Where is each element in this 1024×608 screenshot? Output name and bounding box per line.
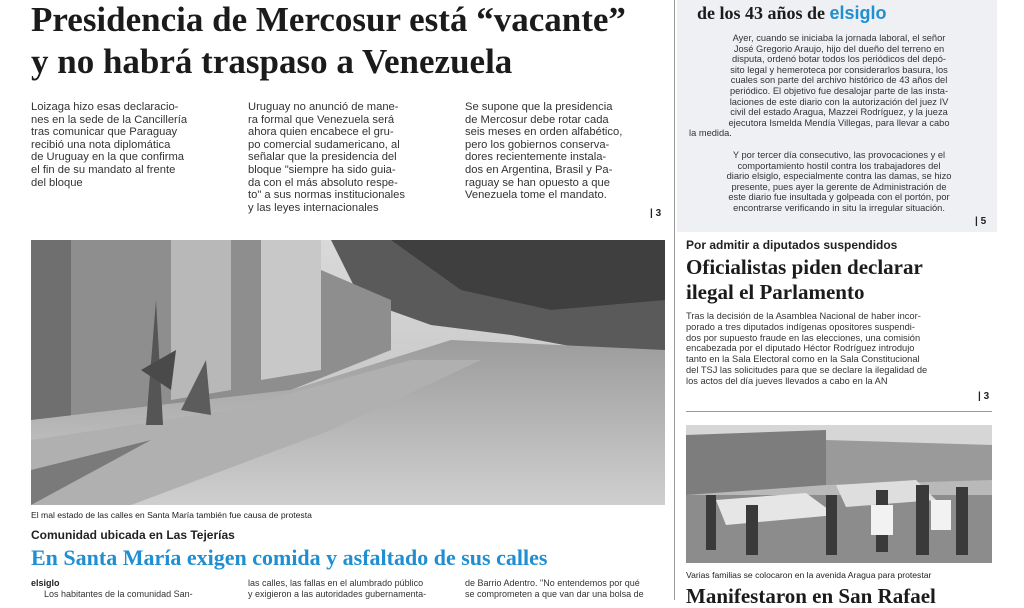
main-column-2: [248, 101, 453, 214]
text-line: José Gregorio Araujo, hijo del dueño del terreno en: [733, 43, 945, 54]
diputados-divider: [686, 411, 992, 412]
text-line: del TSJ las solicitudes para que se declare la ilegalidad de: [686, 364, 928, 375]
text-line: Y por tercer día consecutivo, las provocaciones y el: [732, 150, 946, 160]
text-line: los actos del día jueves llevados a cabo en la AN: [686, 375, 888, 386]
column-divider: [674, 0, 675, 600]
santa-maria-col3-line2: se comprometen a que van dar una bolsa de: [465, 589, 644, 599]
text-line: diario elsiglo, especialmente contra las damas, se hizo: [726, 171, 952, 182]
siglo-sidebox: [677, 0, 997, 232]
text-line: to" a sus normas institucionales: [248, 189, 405, 202]
text-line: tras comunicar que Paraguay: [31, 126, 178, 139]
diputados-headline-line2: ilegal el Parlamento: [686, 280, 865, 304]
protest-photo-caption: Varias familias se colocaron en la avenida Aragua para protestar: [686, 570, 932, 580]
text-line: Se supone que la presidencia: [465, 101, 613, 113]
text-line: de Mercosur debe rotar cada: [465, 113, 609, 126]
text-line: nes en la sede de la Cancillería: [31, 113, 188, 126]
text-line: este diario fue insultada y golpeada con el portón, por: [728, 192, 950, 203]
text-line: recibió una nota diplomática: [31, 138, 171, 151]
text-line: encontrarse verificando in situ la irregular situación.: [733, 202, 945, 213]
text-line: cuales son parte del archivo histórico de 43 años del: [730, 75, 948, 86]
main-column-1: [31, 101, 236, 189]
text-line: porado a tres diputados indígenas opositores suspendi-: [686, 321, 915, 332]
santa-maria-col3-line1: de Barrio Adentro. "No entendemos por qué: [465, 578, 640, 588]
text-line: del bloque: [31, 176, 83, 189]
text-line: comportamiento hostil contra los trabajadores del: [737, 160, 941, 171]
text-line: Uruguay no anunció de mane-: [248, 101, 399, 113]
text-line: Tras la decisión de la Asamblea Nacional de haber incor-: [686, 311, 921, 321]
text-line: Loizaga hizo esas declaracio-: [31, 101, 179, 113]
sidebox-title-prefix: de los 43 años de: [697, 3, 826, 23]
santa-maria-col2-line2: y exigieron a las autoridades gubernamenta-: [248, 589, 427, 599]
diputados-page-ref: | 3: [978, 391, 990, 402]
street-photo-caption: El mal estado de las calles en Santa María también fue causa de protesta: [31, 510, 312, 520]
text-line: bloque "siempre ha sido guia-: [248, 163, 396, 176]
main-headline-line2: y no habrá traspaso a Venezuela: [31, 42, 513, 81]
text-line: ejecutora Ismelda Mendía Villegas, para llevar a cabo: [728, 117, 950, 128]
text-line: tanto en la Sala Electoral como en la Sala Constitucional: [686, 354, 920, 365]
text-line: periódico. El objetivo fue desalojar parte de las insta-: [729, 85, 949, 96]
sidebox-paragraph-2: [689, 150, 989, 214]
text-line: raguay se han opuesto a que: [465, 176, 610, 189]
text-line: el fin de su mandato al frente: [31, 163, 176, 176]
protest-photo: [686, 425, 992, 563]
text-line: laciones de este diario con la autorización del juez IV: [729, 96, 949, 107]
text-line: la medida.: [689, 128, 732, 139]
diputados-headline-line1: Oficialistas piden declarar: [686, 255, 923, 279]
diputados-body: [686, 311, 991, 387]
text-line: disputa, ordenó botar todos los periódicos del depó-: [732, 54, 946, 65]
text-line: da con el más absoluto respe-: [248, 176, 398, 189]
santa-maria-kicker: Comunidad ubicada en Las Tejerías: [31, 528, 235, 542]
text-line: ra formal que Venezuela será: [248, 113, 395, 126]
santa-maria-headline: En Santa María exigen comida y asfaltado de sus calles: [31, 545, 548, 570]
text-line: Venezuela tome el mandato.: [465, 189, 607, 202]
street-photo: [31, 240, 665, 505]
santa-maria-col1: Los habitantes de la comunidad San-: [44, 589, 193, 599]
text-line: encabezada por el diputado Héctor Rodríguez introdujo: [686, 343, 915, 354]
text-line: ahora quien encabece el gru-: [248, 126, 394, 139]
text-line: dos en Argentina, Brasil y Pa-: [465, 163, 613, 176]
sidebox-title-brand: elsiglo: [829, 3, 887, 23]
text-line: presente, pues ayer la gerente de Administración de: [731, 181, 947, 192]
text-line: de Uruguay en la que confirma: [31, 151, 184, 164]
text-line: y las leyes internacionales: [248, 201, 379, 214]
street-photo-image: [31, 240, 665, 505]
main-column-3: [465, 101, 670, 202]
text-line: po comercial sudamericano, al: [248, 138, 400, 151]
diputados-kicker: Por admitir a diputados suspendidos: [686, 238, 898, 252]
main-page-ref: | 3: [650, 208, 662, 219]
sidebox-paragraph-1: [689, 33, 989, 139]
main-headline-line1: Presidencia de Mercosur está “vacante”: [31, 0, 626, 39]
santa-maria-byline: elsiglo: [31, 578, 60, 588]
text-line: civil del estado Aragua, Mazzei Rodríguez, y la jueza: [730, 107, 948, 118]
text-line: sito legal y hemeroteca por considerarlos basura, los: [730, 64, 948, 75]
text-line: dores recientemente instala-: [465, 151, 607, 164]
san-rafael-headline: Manifestaron en San Rafael: [686, 584, 936, 608]
text-line: seis meses en orden alfabético,: [465, 126, 623, 139]
text-line: dos por supuesto fraude en las elecciones, una comisión: [686, 332, 921, 343]
text-line: pero los gobiernos conserva-: [465, 138, 610, 151]
protest-photo-image: [686, 425, 992, 563]
text-line: señalar que la presidencia del: [248, 151, 397, 164]
santa-maria-col2-line1: las calles, las fallas en el alumbrado público: [248, 578, 424, 588]
sidebox-title: [697, 2, 887, 24]
text-line: Ayer, cuando se iniciaba la jornada laboral, el señor: [732, 33, 946, 43]
sidebox-page-ref: | 5: [975, 216, 987, 227]
